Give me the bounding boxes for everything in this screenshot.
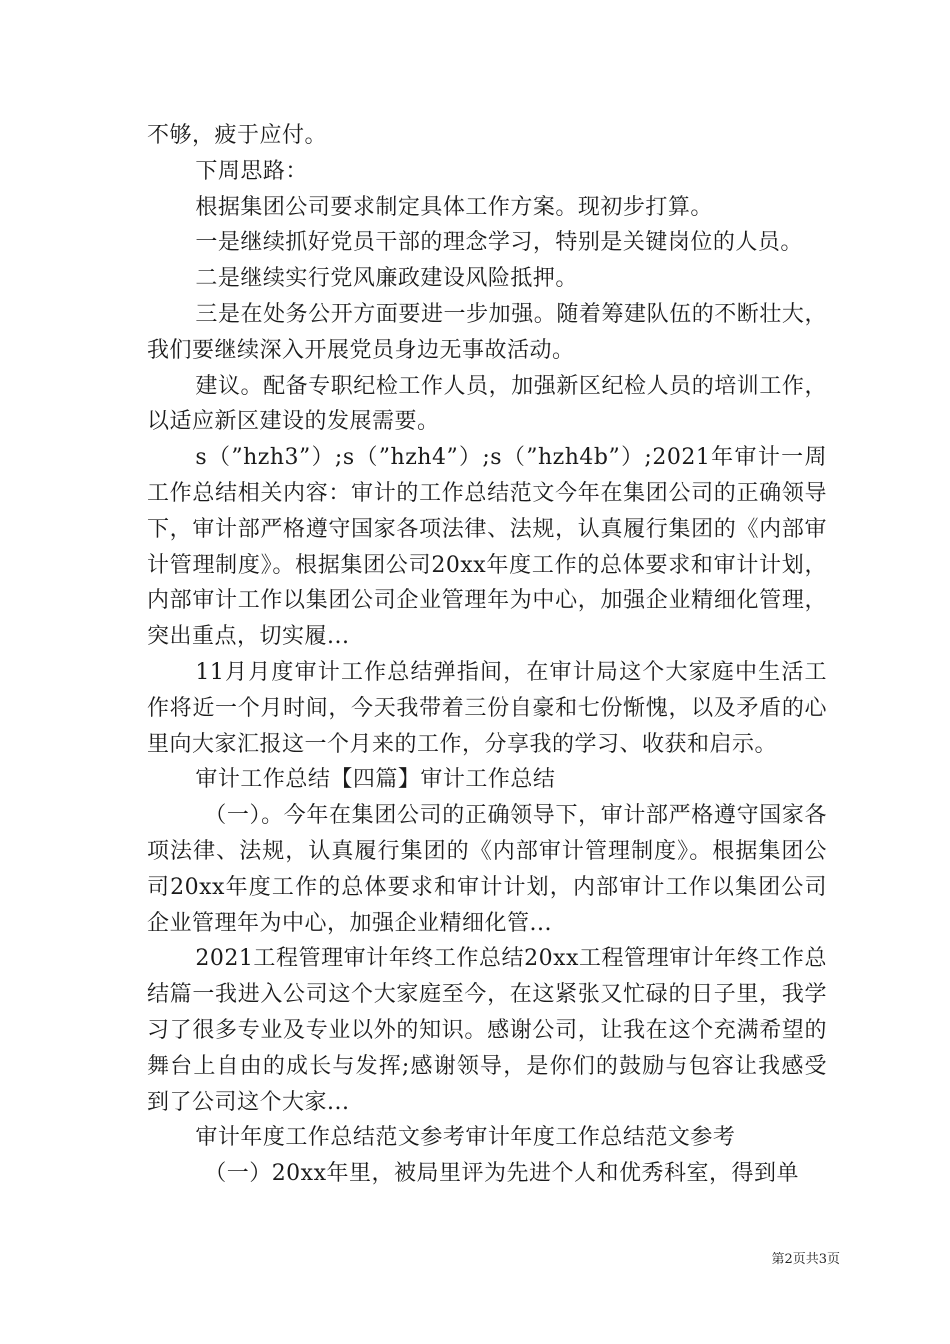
- document-body: [147, 118, 827, 1192]
- paragraph: 建议。配备专职纪检工作人员，加强新区纪检人员的培训工作，以适应新区建设的发展需要。: [147, 373, 827, 435]
- paragraph: 不够，疲于应付。: [147, 123, 328, 148]
- paragraph: 三是在处务公开方面要进一步加强。随着筹建队伍的不断壮大，我们要继续深入开展党员身边无事故活动。: [147, 301, 827, 363]
- paragraph: 一是继续抓好党员干部的理念学习，特别是关键岗位的人员。: [195, 230, 803, 256]
- paragraph: （一）20xx年里，被局里评为先进个人和优秀科室，得到单: [204, 1161, 799, 1187]
- paragraph: 2021工程管理审计年终工作总结20xx工程管理审计年终工作总结篇一我进入公司这个大家庭至今，在这紧张又忙碌的日子里，我学习了很多专业及专业以外的知识。感谢公司，让我在这个充满希望的舞台上自由的成长与发挥;感谢领导，是你们的鼓励与包容让我感受到了公司这个大家...: [147, 946, 827, 1115]
- paragraph: s（”hzh3”）;s（”hzh4”）;s（”hzh4b”）;2021年审计一周工作总结相关内容：审计的工作总结范文今年在集团公司的正确领导下，审计部严格遵守国家各项法律、法规，认真履行集团的《内部审计管理制度》。根据集团公司20xx年度工作的总体要求和审计计划，内部审计工作以集团公司企业管理年为中心，加强企业精细化管理，突出重点，切实履...: [147, 445, 827, 650]
- paragraph: 根据集团公司要求制定具体工作方案。现初步打算。: [195, 194, 713, 220]
- paragraph-heading: 审计年度工作总结范文参考审计年度工作总结范文参考: [195, 1125, 736, 1151]
- paragraph: 二是继续实行党风廉政建设风险抵押。: [195, 266, 578, 292]
- paragraph: （一）。今年在集团公司的正确领导下，审计部严格遵守国家各项法律、法规，认真履行集团的《内部审计管理制度》。根据集团公司20xx年度工作的总体要求和审计计划，内部审计工作以集团公司企业管理年为中心，加强企业精细化管...: [147, 803, 827, 936]
- page-number: 第2页共3页: [771, 1252, 840, 1267]
- paragraph: 下周思路：: [195, 158, 308, 184]
- paragraph-heading: 审计工作总结【四篇】审计工作总结: [195, 767, 556, 793]
- paragraph: 11月月度审计工作总结弹指间，在审计局这个大家庭中生活工作将近一个月时间，今天我带着三份自豪和七份惭愧，以及矛盾的心里向大家汇报这一个月来的工作，分享我的学习、收获和启示。: [147, 659, 827, 757]
